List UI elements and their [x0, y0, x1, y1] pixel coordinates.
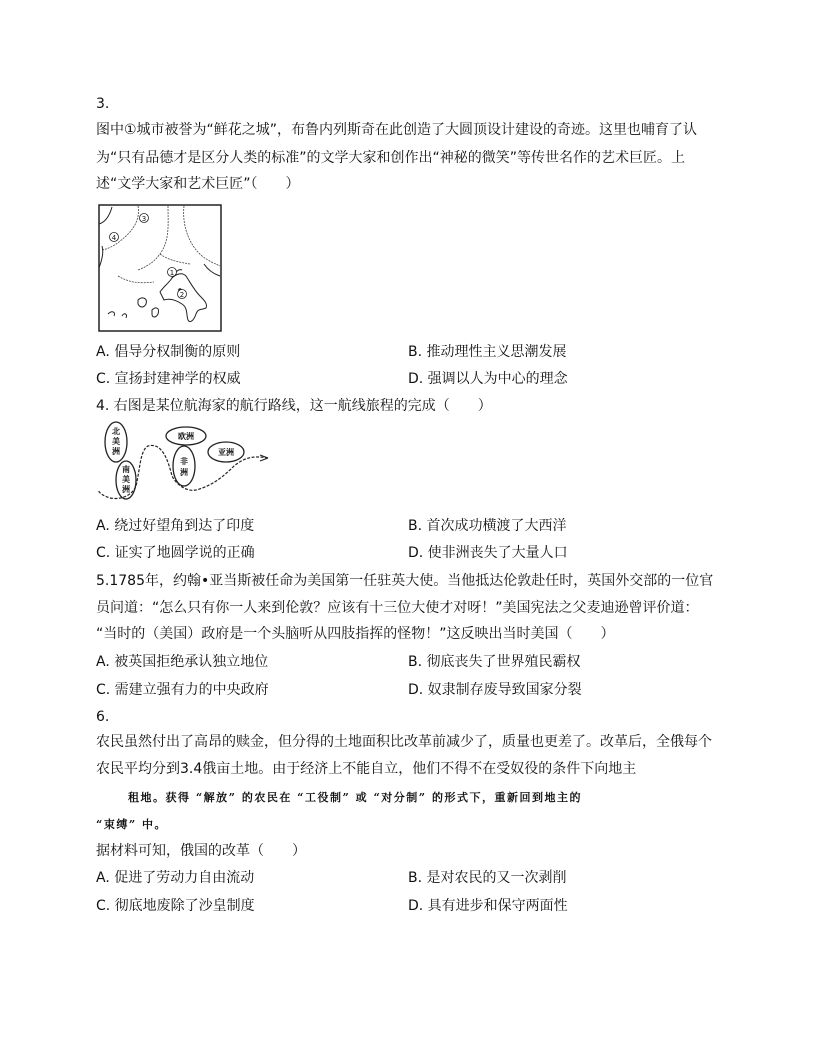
q6-material-line-4: “束缚” 中。 [96, 818, 167, 831]
q3-stem-line-3: 述“文学大家和艺术巨匠”（ ） [96, 176, 300, 192]
q6-material-line-1: 农民虽然付出了高昂的赎金，但分得的土地面积比改革前减少了，质量也更差了。改革后，全俄每个 [96, 734, 712, 750]
q4-stem: 4. 右图是某位航海家的航行路线，这一航线旅程的完成（ ） [96, 398, 492, 414]
q6-option-d[interactable]: D. 具有进步和保守两面性 [408, 898, 568, 914]
voyage-route-figure [96, 420, 272, 502]
q6-option-c[interactable]: C. 彻底地废除了沙皇制度 [96, 898, 255, 914]
q3-option-c[interactable]: C. 宣扬封建神学的权威 [96, 371, 241, 387]
label-europe: 欧洲 [178, 432, 194, 441]
map-marker-3 [140, 214, 149, 224]
label-south-america-1: 南 [122, 465, 130, 474]
q3-stem-line-2: 为“只有品德才是区分人类的标准”的文学大家和创作出“神秘的微笑”等传世名作的艺术巨匠。上 [96, 150, 686, 166]
q5-option-c[interactable]: C. 需建立强有力的中央政府 [96, 682, 269, 698]
q6-number: 6. [96, 709, 110, 725]
q6-material-line-3: 租地。获得 “解放” 的农民在 “工役制” 或 “对分制” 的形式下，重新回到地主的 [128, 791, 582, 804]
q6-option-b[interactable]: B. 是对农民的又一次剥削 [408, 870, 567, 886]
svg-text:2: 2 [179, 291, 185, 299]
svg-text:4: 4 [111, 234, 117, 242]
q5-option-b[interactable]: B. 彻底丧失了世界殖民霸权 [408, 654, 581, 670]
q5-stem-line-1: 5.1785年，约翰•亚当斯被任命为美国第一任驻英大使。当他抵达伦敦赴任时，英国外交部的一位官 [96, 573, 714, 589]
label-south-america-2: 美 [122, 475, 130, 484]
q4-option-c[interactable]: C. 证实了地圆学说的正确 [96, 545, 255, 561]
label-asia: 亚洲 [218, 448, 234, 457]
q6-question: 据材料可知，俄国的改革（ ） [96, 843, 306, 859]
q4-option-b[interactable]: B. 首次成功横渡了大西洋 [408, 518, 567, 534]
svg-text:1: 1 [169, 269, 175, 277]
map-marker-2 [178, 290, 187, 300]
q6-material-line-2: 农民平均分到3.4俄亩土地。由于经济上不能自立，他们不得不在受奴役的条件下向地主 [96, 761, 637, 777]
map-marker-1 [168, 268, 177, 278]
q5-stem-line-3: “当时的（美国）政府是一个头脑听从四肢指挥的怪物！”这反映出当时美国（ ） [96, 626, 615, 642]
svg-text:3: 3 [141, 215, 147, 223]
q6-option-a[interactable]: A. 促进了劳动力自由流动 [96, 870, 255, 886]
q3-option-a[interactable]: A. 倡导分权制衡的原则 [96, 344, 241, 360]
label-north-america-3: 洲 [112, 447, 120, 456]
q3-option-d[interactable]: D. 强调以人为中心的理念 [408, 371, 568, 387]
map-marker-4 [110, 233, 119, 243]
label-africa-2: 洲 [180, 468, 188, 477]
q5-stem-line-2: 员问道：“怎么只有你一人来到伦敦？应该有十三位大使才对呀！”美国宪法之父麦迪逊曾评价道： [96, 600, 699, 616]
q4-option-a[interactable]: A. 绕过好望角到达了印度 [96, 518, 255, 534]
label-north-america-1: 北 [112, 427, 120, 436]
italy-map-figure [98, 204, 222, 332]
q3-stem-line-1: 图中①城市被誉为“鲜花之城”，布鲁内列斯奇在此创造了大圆顶设计建设的奇迹。这里也哺育了认 [96, 122, 698, 138]
label-north-america-2: 美 [112, 437, 120, 446]
label-africa-1: 非 [180, 457, 188, 466]
q3-option-b[interactable]: B. 推动理性主义思潮发展 [408, 344, 567, 360]
q3-number: 3. [96, 96, 110, 112]
q4-option-d[interactable]: D. 使非洲丧失了大量人口 [408, 545, 568, 561]
label-south-america-3: 洲 [122, 485, 130, 494]
q5-option-a[interactable]: A. 被英国拒绝承认独立地位 [96, 654, 269, 670]
q5-option-d[interactable]: D. 奴隶制存废导致国家分裂 [408, 682, 582, 698]
